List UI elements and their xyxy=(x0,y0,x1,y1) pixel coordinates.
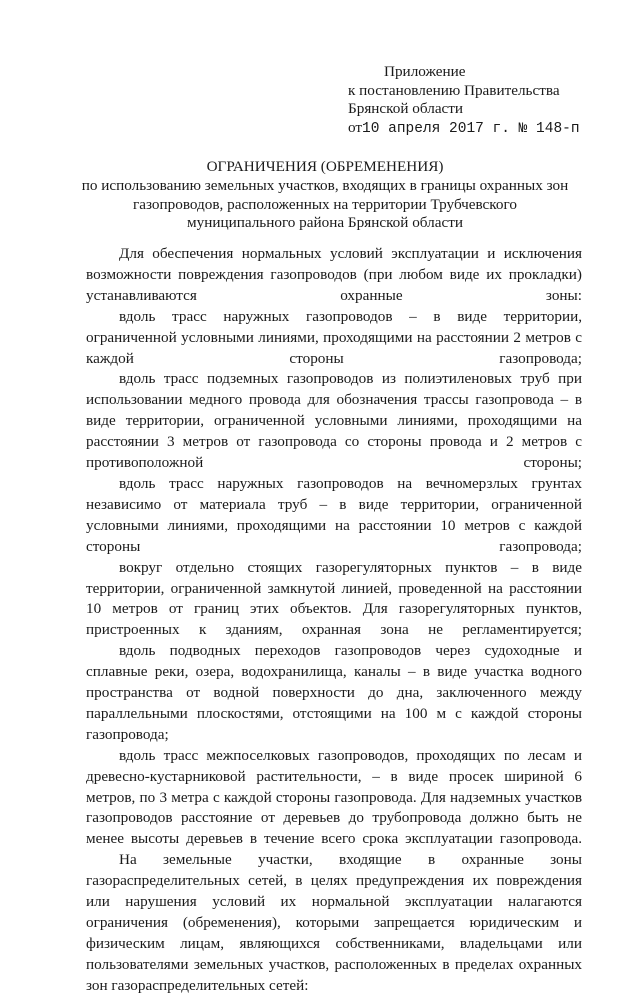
paragraph-forest-pipelines: вдоль трасс межпоселковых газопроводов, проходящих по лесам и древесно-кустарниковой растительности, – в виде просек шириной 6 метров, по 3 метра с каждой стороны газопровода. Для надземных участков газопроводов расстояние от деревьев до трубопровода должно быть не менее высоты деревьев в течение всего срока эксплуатации газопровода. xyxy=(86,746,582,848)
paragraph-underwater-crossings: вдоль подводных переходов газопроводов через судоходные и сплавные реки, озера, водохранилища, каналы – в виде участка водного пространства от водной поверхности до дна, заключенного между параллельными плоскостями, отстоящими на 100 м с каждой стороны газопровода; xyxy=(86,642,582,743)
appendix-block xyxy=(348,63,608,138)
paragraph-permafrost-pipelines: вдоль трасс наружных газопроводов на вечномерзлых грунтах независимо от материала труб – в виде территории, ограниченной условными линиями, проходящими на расстоянии 10 метров с каждой стороны газопровода; xyxy=(86,474,582,555)
heading-subtitle-line-2: газопроводов, расположенных на территории Трубчевского xyxy=(133,195,517,213)
document-heading xyxy=(70,158,580,233)
paragraph-restrictions: На земельные участки, входящие в охранные зоны газораспределительных сетей, в целях предупреждения их повреждения или нарушения условий их нормальной эксплуатации налагаются ограничения (обременения), которыми запрещается юридическим и физическим лицам, являющихся собственниками, владельцами или пользователями земельных участков, расположенных в пределах охранных зон газораспределительных сетей: xyxy=(86,851,582,994)
date-prefix: от xyxy=(348,118,363,136)
appendix-title: Приложение xyxy=(384,63,466,80)
heading-subtitle-line-3: муниципального района Брянской области xyxy=(187,214,463,232)
heading-subtitle-line-1: по использованию земельных участков, входящих в границы охранных зон xyxy=(81,176,569,194)
document-body xyxy=(86,244,582,997)
appendix-date-line xyxy=(348,119,608,139)
paragraph-regulator-stations: вокруг отдельно стоящих газорегуляторных пунктов – в виде территории, ограниченной замкнутой линией, проведенной на расстоянии 10 метров от границ этих объектов. Для газорегуляторных пунктов, пристроенных к зданиям, охранная зона не регламентируется; xyxy=(86,558,582,639)
paragraph-outdoor-pipelines: вдоль трасс наружных газопроводов – в виде территории, ограниченной условными линиями, проходящими на расстоянии 2 метров с каждой стороны газопровода; xyxy=(86,307,582,367)
decree-date-number: 10 апреля 2017 г. № 148-п xyxy=(362,120,580,137)
appendix-region-line: Брянской области xyxy=(348,100,464,117)
paragraph-underground-pipelines: вдоль трасс подземных газопроводов из полиэтиленовых труб при использовании медного провода для обозначения трассы газопровода – в виде территории, ограниченной условными линиями, проходящими на расстоянии 3 метров от газопровода со стороны провода и 2 метров с противоположной стороны; xyxy=(86,370,582,472)
heading-title: ОГРАНИЧЕНИЯ (ОБРЕМЕНЕНИЯ) xyxy=(206,158,444,175)
appendix-decree-line: к постановлению Правительства xyxy=(348,81,560,99)
paragraph-intro: Для обеспечения нормальных условий эксплуатации и исключения возможности повреждения газопроводов (при любом виде их прокладки) устанавливаются охранные зоны: xyxy=(86,245,582,304)
